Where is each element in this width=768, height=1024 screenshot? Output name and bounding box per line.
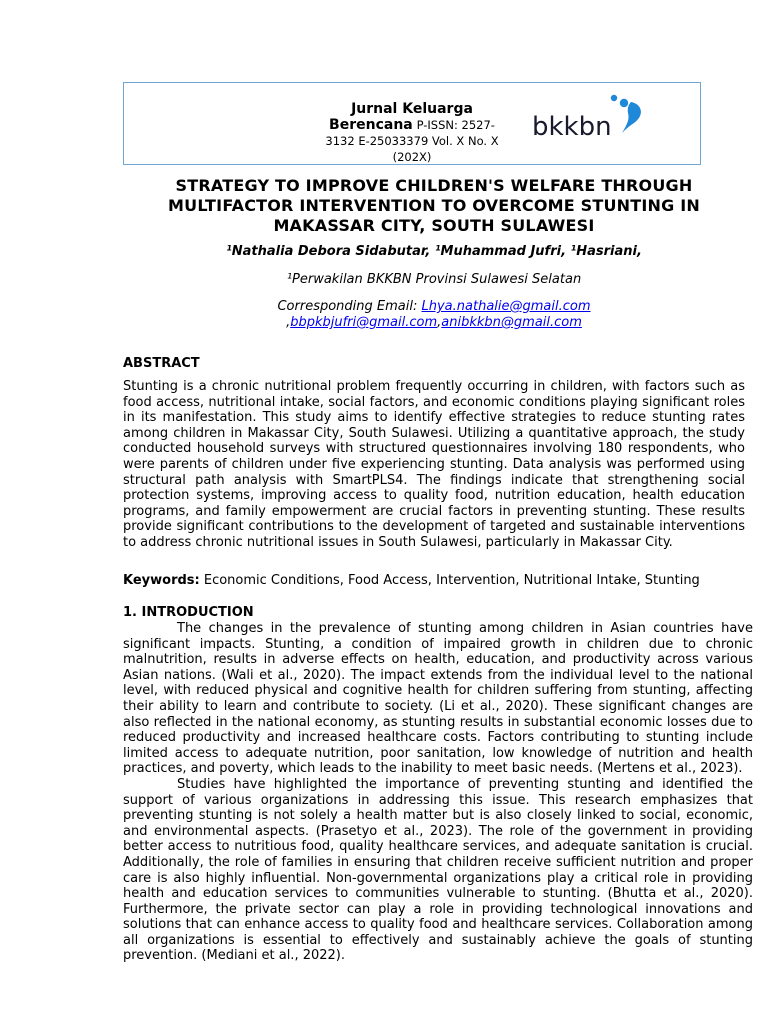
email-link-3[interactable]: anibkkbn@gmail.com <box>441 315 582 330</box>
logo-wordmark: bkkbn <box>532 112 612 141</box>
paper-title: STRATEGY TO IMPROVE CHILDREN'S WELFARE THROUGH MULTIFACTOR INTERVENTION TO OVERCOME STUNTING IN MAKASSAR CITY, SOUTH SULAWESI <box>168 176 700 235</box>
affiliation: ¹Perwakilan BKKBN Provinsi Sulawesi Selatan <box>286 272 582 287</box>
bkkbn-logo <box>532 93 648 141</box>
journal-info <box>317 101 507 165</box>
intro-paragraph: The changes in the prevalence of stunting among children in Asian countries have significant impacts. Stunting, a condition of impaired growth in children due to chronic malnutrition, results in adverse effects on health, education, and productivity across various Asian nations. (Wali et al., 2020). The impact extends from the individual level to the national level, with reduced physical and cognitive health for children suffering from stunting, affecting their ability to learn and contribute to society. (Li et al., 2020). These significant changes are also reflected in the national economy, as stunting results in substantial economic losses due to reduced productivity and increased healthcare costs. Factors contributing to stunting include limited access to adequate nutrition, poor sanitation, low knowledge of nutrition and health practices, and poverty, which leads to the inability to meet basic needs. (Mertens et al., 2023). <box>123 621 753 777</box>
introduction-body <box>123 621 753 964</box>
authors: ¹Nathalia Debora Sidabutar, ¹Muhammad Jufri, ¹Hasriani, <box>226 244 642 259</box>
email-link-1[interactable]: Lhya.nathalie@gmail.com <box>421 299 591 314</box>
journal-issn: P-ISSN: 2527-3132 E-25033379 Vol. X No. X (202X) <box>325 118 499 164</box>
journal-name: Jurnal Keluarga Berencana <box>329 101 473 133</box>
keywords-list: Economic Conditions, Food Access, Intervention, Nutritional Intake, Stunting <box>199 573 700 588</box>
logo-dot-mid <box>620 99 628 107</box>
keywords <box>123 573 753 589</box>
introduction-heading: 1. INTRODUCTION <box>123 605 254 620</box>
abstract-text: Stunting is a chronic nutritional problem frequently occurring in children, with factors such as food access, nutritional intake, social factors, and economic conditions playing significant roles in its manifestation. This study aims to identify effective strategies to reduce stunting rates among children in Makassar City, South Sulawesi. Utilizing a quantitative approach, the study conducted household surveys with structured questionnaires involving 180 respondents, who were parents of children under five experiencing stunting. Data analysis was performed using structural path analysis with SmartPLS4. The findings indicate that strengthening social protection systems, improving access to quality food, nutrition education, health education programs, and family empowerment are crucial factors in preventing stunting. These results provide significant contributions to the development of targeted and sustainable interventions to address chronic nutritional issues in South Sulawesi, particularly in Makassar City. <box>123 379 745 550</box>
keywords-label: Keywords: <box>123 573 200 588</box>
email-separator-2: , <box>437 315 442 330</box>
email-link-2[interactable]: bbpkbjufri@gmail.com <box>290 315 438 330</box>
abstract-heading: ABSTRACT <box>123 356 200 371</box>
intro-paragraph: Studies have highlighted the importance of preventing stunting and identified the support of various organizations in addressing this issue. This research emphasizes that preventing stunting is not solely a health matter but is also closely linked to social, economic, and environmental aspects. (Prasetyo et al., 2023). The role of the government in providing better access to nutritious food, quality healthcare services, and adequate sanitation is crucial. Additionally, the role of families in ensuring that children receive sufficient nutrition and proper care is also highly influential. Non-governmental organizations play a critical role in providing health and education services to communities vulnerable to stunting. (Bhutta et al., 2020). Furthermore, the private sector can play a role in providing technological innovations and solutions that can enhance access to quality food and healthcare services. Collaboration among all organizations is essential to effectively and sustainably achieve the goals of stunting prevention. (Mediani et al., 2022). <box>123 776 753 964</box>
corresponding-email <box>120 299 748 331</box>
corresponding-label: Corresponding Email: <box>277 299 422 314</box>
logo-dot-small <box>611 95 617 101</box>
email-separator-1: , <box>286 315 291 330</box>
